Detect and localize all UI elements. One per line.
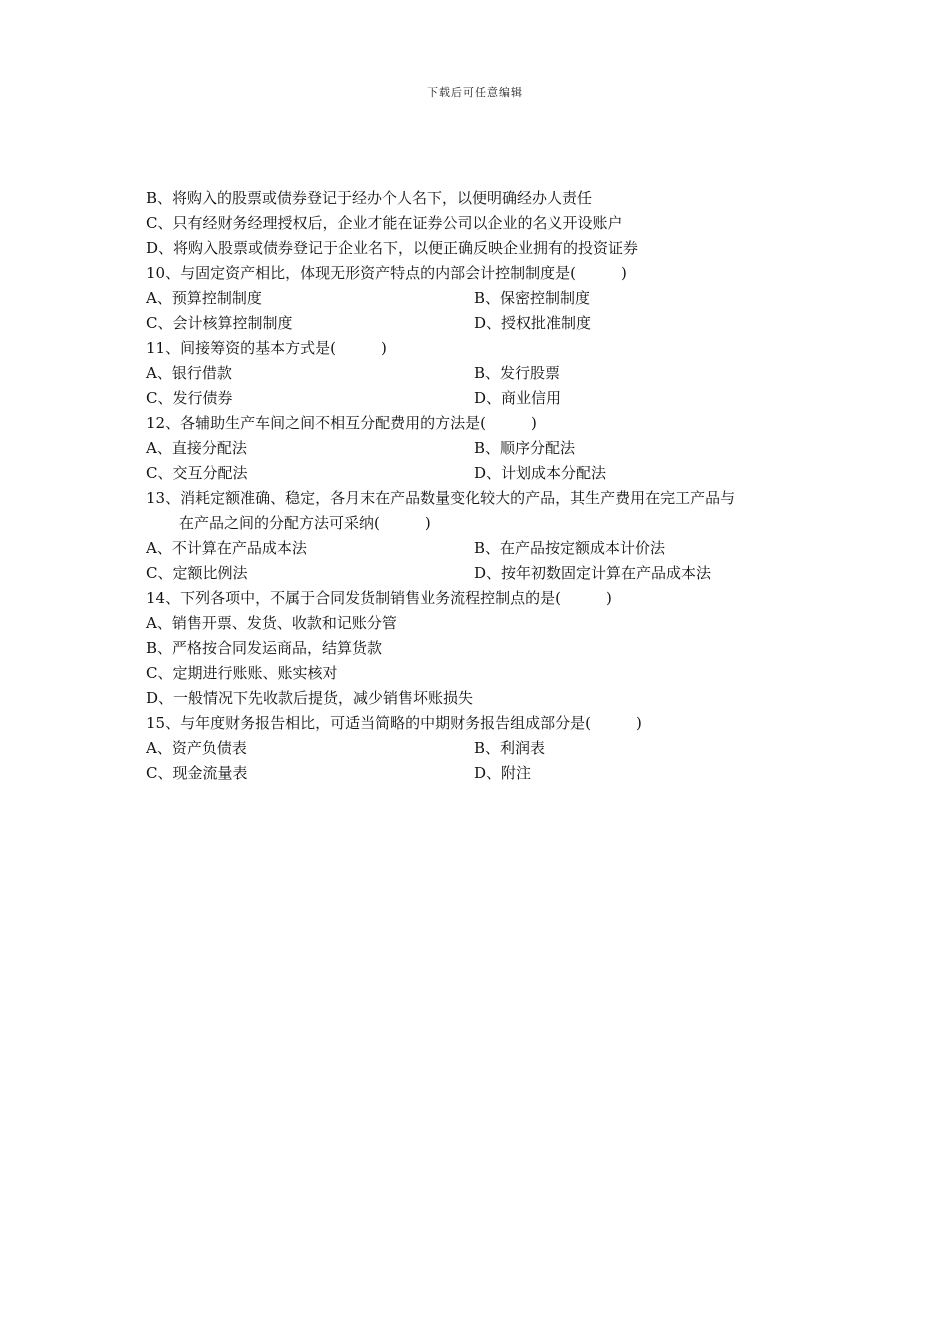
page-header: 下载后可任意编辑 — [427, 86, 523, 99]
q10-option-b: B、保密控制制度 — [474, 289, 591, 307]
question-list — [146, 186, 826, 786]
q10-option-c: C、会计核算控制制度 — [146, 314, 293, 332]
q9-option-d: D、将购入股票或债券登记于企业名下，以便正确反映企业拥有的投资证券 — [146, 239, 639, 257]
q15-options-row-2 — [146, 761, 826, 786]
q15-options-row-1 — [146, 736, 826, 761]
q12-option-a: A、直接分配法 — [146, 439, 247, 457]
q11-option-d: D、商业信用 — [474, 389, 562, 407]
q11-stem: 11、间接筹资的基本方式是( ) — [146, 339, 387, 357]
q15-option-b: B、利润表 — [474, 739, 546, 757]
q14-option-d: D、一般情况下先收款后提货，减少销售坏账损失 — [146, 689, 474, 707]
q14-option-a: A、销售开票、发货、收款和记账分管 — [146, 614, 397, 632]
q12-option-c: C、交互分配法 — [146, 464, 248, 482]
q13-option-c: C、定额比例法 — [146, 564, 248, 582]
q14-option-b: B、严格按合同发运商品，结算货款 — [146, 639, 383, 657]
q9-option-c: C、只有经财务经理授权后，企业才能在证券公司以企业的名义开设账户 — [146, 214, 623, 232]
q13-option-a: A、不计算在产品成本法 — [146, 539, 307, 557]
q10-option-a: A、预算控制制度 — [146, 289, 262, 307]
q11-option-c: C、发行债券 — [146, 389, 233, 407]
q10-stem: 10、与固定资产相比，体现无形资产特点的内部会计控制制度是( ) — [146, 264, 627, 282]
q15-option-a: A、资产负债表 — [146, 739, 247, 757]
q11-options-row-2 — [146, 386, 826, 411]
q15-option-d: D、附注 — [474, 764, 532, 782]
q15-option-c: C、现金流量表 — [146, 764, 248, 782]
q12-options-row-1 — [146, 436, 826, 461]
q10-options-row-1 — [146, 286, 826, 311]
q12-option-d: D、计划成本分配法 — [474, 464, 607, 482]
q11-options-row-1 — [146, 361, 826, 386]
q14-stem: 14、下列各项中，不属于合同发货制销售业务流程控制点的是( ) — [146, 589, 612, 607]
q13-option-b: B、在产品按定额成本计价法 — [474, 539, 666, 557]
q12-stem: 12、各辅助生产车间之间不相互分配费用的方法是( ) — [146, 414, 537, 432]
q10-options-row-2 — [146, 311, 826, 336]
q12-options-row-2 — [146, 461, 826, 486]
q9-option-b: B、将购入的股票或债券登记于经办个人名下，以便明确经办人责任 — [146, 189, 593, 207]
q11-option-a: A、银行借款 — [146, 364, 232, 382]
q13-options-row-2 — [146, 561, 826, 586]
q12-option-b: B、顺序分配法 — [474, 439, 576, 457]
q14-option-c: C、定期进行账账、账实核对 — [146, 664, 338, 682]
q10-option-d: D、授权批准制度 — [474, 314, 592, 332]
q11-option-b: B、发行股票 — [474, 364, 561, 382]
q13-option-d: D、按年初数固定计算在产品成本法 — [474, 564, 712, 582]
q13-stem: 13、消耗定额准确、稳定，各月末在产品数量变化较大的产品，其生产费用在完工产品与 — [146, 489, 736, 507]
q13-stem-continued: 在产品之间的分配方法可采纳( ) — [179, 514, 431, 532]
q13-options-row-1 — [146, 536, 826, 561]
q15-stem: 15、与年度财务报告相比，可适当简略的中期财务报告组成部分是( ) — [146, 714, 642, 732]
